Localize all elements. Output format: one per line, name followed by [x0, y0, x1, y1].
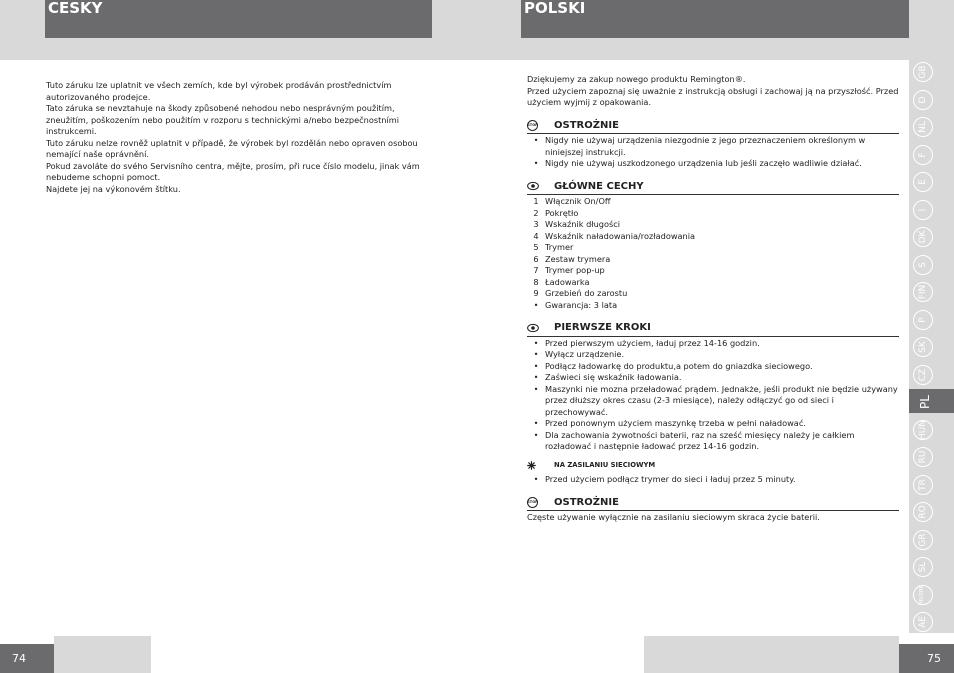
list-item: 1 Włącznik On/Off	[533, 196, 611, 206]
language-tab-i[interactable]: I	[913, 200, 933, 220]
list-item: • Przed użyciem podłącz trymer do sieci i ładuj przez 5 minuty.	[533, 474, 796, 484]
eye-icon	[527, 323, 539, 333]
list-item: • Nigdy nie używaj urządzenia niezgodnie z jego przeznaczeniem określonym w niniejszej instrukcji.	[533, 135, 866, 157]
paragraph: Tuto záruku lze uplatnit ve všech zemích, kde byl výrobek prodáván prostřednictvím autorizovaného prodejce.	[46, 80, 392, 102]
language-tab-hun[interactable]: HUN	[913, 420, 933, 440]
language-tab-hr-srb[interactable]: HR/SRB	[913, 585, 933, 605]
language-tab-gb[interactable]: GB	[913, 62, 933, 82]
language-tab-fin[interactable]: FIN	[913, 282, 933, 302]
first-steps-section	[527, 322, 899, 486]
caution-section-1	[527, 120, 899, 170]
section-heading	[527, 181, 899, 196]
footer-bar-left	[54, 636, 151, 673]
header-cesky: CESKY	[45, 0, 432, 38]
section-heading	[527, 322, 899, 337]
page-number-right: 75	[899, 644, 954, 673]
language-tab-sk[interactable]: SK	[913, 337, 933, 357]
language-tab-ru[interactable]: RU	[913, 447, 933, 467]
header-polski: POLSKI	[521, 0, 909, 38]
list-item: 2 Pokrętło	[533, 207, 579, 218]
left-page-body	[46, 80, 424, 195]
paragraph: Pokud zavoláte do svého Servisního centra, mějte, prosím, při ruce číslo modelu, jinak vám nebudeme schopni pomoct.	[46, 160, 420, 182]
language-tab-tr[interactable]: TR	[913, 475, 933, 495]
subsection-title: NA ZASILANIU SIECIOWYM	[554, 460, 656, 469]
intro-line: Przed użyciem zapoznaj się uważnie z instrukcją obsługi i zachowaj ją na przyszłość. Przed użyciem wyjmij z opakowania.	[527, 85, 899, 107]
eye-icon	[527, 181, 539, 191]
list-item: • Podłącz ładowarkę do produktu,a potem do gniazdka sieciowego.	[533, 360, 813, 371]
section-heading	[527, 120, 899, 135]
language-tab-f[interactable]: F	[913, 145, 933, 165]
language-tab-cz[interactable]: CZ	[913, 365, 933, 385]
list-item: • Przed pierwszym użyciem, ładuj przez 14-16 godzin.	[533, 337, 760, 348]
paragraph: Najdete jej na výkonovém štítku.	[46, 183, 181, 194]
list-item: • Przed ponownym użyciem maszynkę trzeba w pełni naładować.	[533, 418, 806, 428]
paragraph: Tuto záruku nelze rovněž uplatnit v případě, že výrobek byl rozdělán nebo opraven osobou nemající naše oprávnění.	[46, 137, 418, 159]
language-tab-d[interactable]: D	[913, 90, 933, 110]
page-number-left: 74	[0, 644, 54, 673]
right-page-body	[527, 74, 899, 524]
section-heading	[527, 497, 899, 512]
language-tab-dk[interactable]: DK	[913, 227, 933, 247]
list-item: • Zaświeci się wskaźnik ładowania.	[533, 372, 682, 382]
list-item: 3 Wskaźnik długości	[533, 219, 621, 229]
list-item: 5 Trymer	[533, 242, 574, 252]
list-item: 8 Ładowarka	[533, 276, 590, 287]
section-title: PIERWSZE KROKI	[554, 322, 651, 333]
language-tab-gr[interactable]: GR	[913, 530, 933, 550]
language-tab-ae[interactable]: AE	[913, 612, 933, 632]
sparkle-icon	[527, 461, 536, 470]
language-tab-s[interactable]: S	[913, 255, 933, 275]
language-tab-p[interactable]: P	[913, 310, 933, 330]
paragraph: Tato záruka se nevztahuje na škody způsobené nehodou nebo nesprávným použitím, zneužitím, poškozením nebo použitím v rozporu s technickými a/nebo bezpečnostními instrukcemi.	[46, 103, 400, 136]
list-item: • Wyłącz urządzenie.	[533, 349, 625, 359]
list-item: 9 Grzebień do zarostu	[533, 288, 628, 298]
language-tab-e[interactable]: E	[913, 172, 933, 192]
section-title: OSTROŻNIE	[554, 496, 619, 508]
section-title: GŁÓWNE CECHY	[554, 180, 644, 192]
language-tab-sl[interactable]: SL	[913, 557, 933, 577]
list-item: 7 Trymer pop-up	[533, 265, 605, 275]
list-item: • Gwarancja: 3 lata	[533, 299, 618, 310]
stop-icon: STOP	[527, 497, 538, 508]
list-item: • Nigdy nie używaj uszkodzonego urządzenia lub jeśli zaczęło wadliwie działać.	[533, 158, 862, 168]
section-title: OSTROŻNIE	[554, 119, 619, 131]
list-item: • Maszynki nie mozna przeładować prądem. Jednakże, jeśli produkt nie będzie używany przez dłuższy okres czasu (2-3 miesiące), należy odłączyć go od sieci i przechowywać.	[533, 383, 898, 417]
caution-section-2	[527, 497, 899, 524]
stop-icon: STOP	[527, 120, 538, 131]
mains-subheading	[527, 460, 899, 472]
footer-bar-right	[644, 636, 899, 673]
language-tab-ro[interactable]: RO	[913, 502, 933, 522]
caution-text: Częste używanie wyłącznie na zasilaniu sieciowym skraca życie baterii.	[527, 512, 820, 522]
list-item: 4 Wskaźnik naładowania/rozładowania	[533, 230, 696, 241]
intro-line: Dziękujemy za zakup nowego produktu Remington®.	[527, 74, 746, 84]
list-item: • Dla zachowania żywotności baterii, raz na sześć miesięcy należy je całkiem rozładować i następnie ładować przez 14-16 godzin.	[533, 429, 855, 451]
language-tab-nl[interactable]: NL	[913, 117, 933, 137]
language-tab-pl[interactable]: PL	[918, 395, 932, 409]
features-section	[527, 181, 899, 312]
list-item: 6 Zestaw trymera	[533, 253, 611, 264]
